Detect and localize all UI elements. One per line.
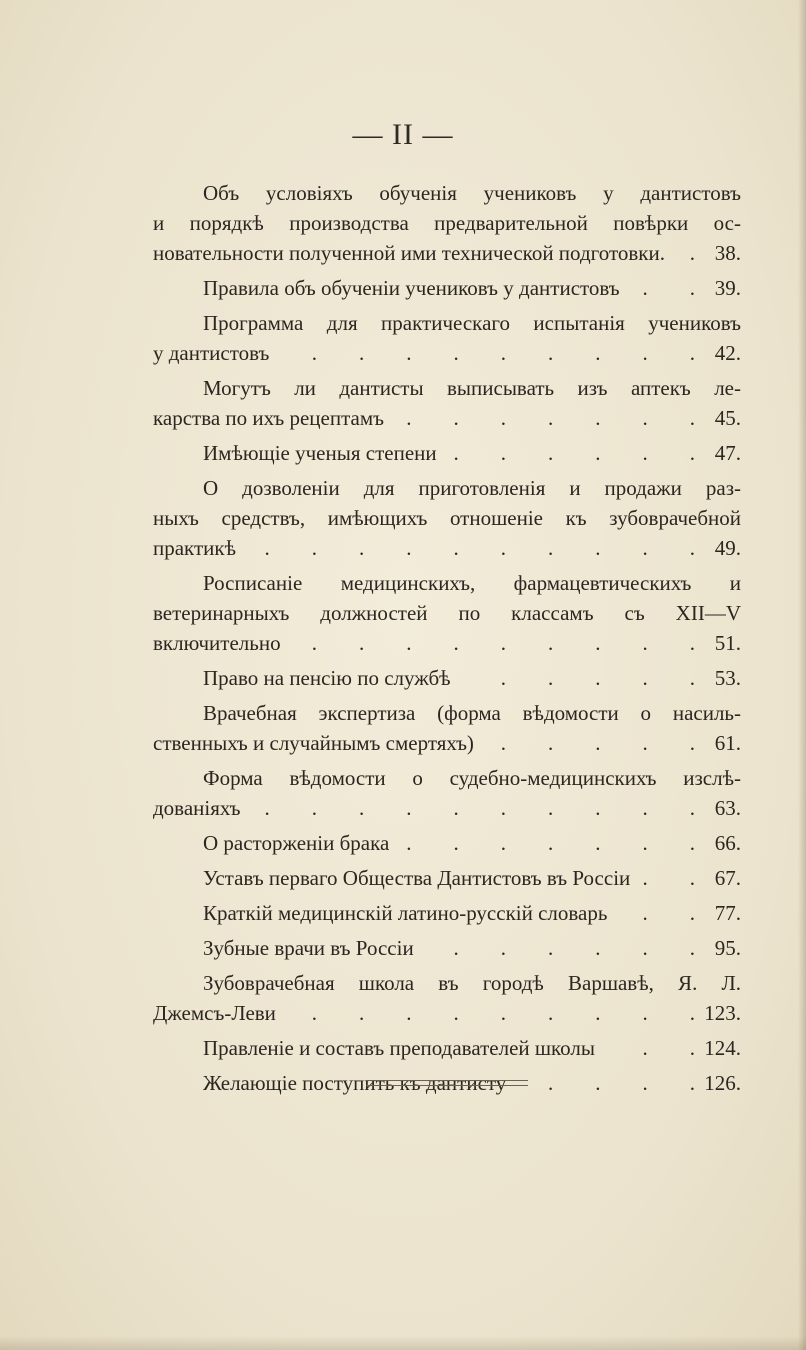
toc-entry-final-line <box>153 238 741 268</box>
dot-leader <box>424 933 695 963</box>
toc-entry <box>153 828 741 858</box>
page-bottom-shadow <box>0 1336 806 1350</box>
dot-leader <box>279 338 695 368</box>
dot-leader <box>605 1033 695 1063</box>
toc-entry-title: О расторженіи брака <box>203 831 390 855</box>
table-of-contents <box>153 178 741 1103</box>
dot-leader <box>246 533 695 563</box>
toc-entry-final-line <box>153 863 741 893</box>
toc-entry-title: Правленіе и составъ преподавателей школы <box>203 1036 595 1060</box>
dot-leader <box>630 273 695 303</box>
dot-leader <box>640 863 695 893</box>
page-number: — II — <box>352 118 454 151</box>
toc-entry-title: практикѣ <box>153 536 237 560</box>
dot-leader <box>399 828 695 858</box>
toc-entry-title: Правила объ обученіи учениковъ у дантистовъ <box>203 276 620 300</box>
toc-entry <box>153 273 741 303</box>
toc-entry-title: Уставъ перваго Общества Дантистовъ въ Россіи <box>203 866 631 890</box>
toc-entry-final-line <box>153 403 741 433</box>
toc-entry-line: Зубоврачебная школа въ городѣ Варшавѣ, Я. Л. <box>203 971 741 995</box>
toc-entry-line: Могутъ ли дантисты выписывать изъ аптекъ ле- <box>203 376 741 400</box>
toc-entry-line: Объ условіяхъ обученія учениковъ у дантистовъ <box>203 181 741 205</box>
toc-page-number: 51. <box>714 631 741 655</box>
toc-entry-final-line <box>153 1033 741 1063</box>
toc-entry-title: новательности полученной ими технической подготовки. <box>153 241 665 265</box>
toc-entry <box>153 968 741 1028</box>
toc-entry-title: у дантистовъ <box>153 341 270 365</box>
toc-entry <box>153 373 741 433</box>
toc-entry-final-line <box>153 663 741 693</box>
toc-entry-final-line <box>153 533 741 563</box>
toc-entry <box>153 178 741 268</box>
toc-entry-final-line <box>153 998 741 1028</box>
toc-entry <box>153 863 741 893</box>
dot-leader <box>484 728 695 758</box>
dot-leader <box>394 403 695 433</box>
toc-entry-line: О дозволеніи для приготовленія и продажи раз- <box>203 476 741 500</box>
toc-page-number: 124. <box>704 1036 741 1060</box>
toc-entry <box>153 933 741 963</box>
dot-leader <box>250 793 695 823</box>
toc-entry-final-line <box>153 438 741 468</box>
toc-page-number: 123. <box>704 1001 741 1025</box>
dot-leader <box>286 998 695 1028</box>
toc-entry-title: Зубные врачи въ Россіи <box>203 936 414 960</box>
dot-leader <box>447 438 695 468</box>
toc-entry-title: карства по ихъ рецептамъ <box>153 406 384 430</box>
toc-page-number: 45. <box>714 406 741 430</box>
toc-entry-title: Желающіе поступить къ дантисту <box>203 1071 507 1095</box>
toc-entry-line: ныхъ средствъ, имѣющихъ отношеніе къ зубоврачебной <box>153 506 741 530</box>
toc-entry <box>153 473 741 563</box>
toc-entry <box>153 308 741 368</box>
toc-entry <box>153 763 741 823</box>
toc-entry-title: включительно <box>153 631 281 655</box>
toc-entry <box>153 568 741 658</box>
page-edge-shadow <box>798 0 806 1350</box>
toc-entry-line: Программа для практическаго испытанія учениковъ <box>203 311 741 335</box>
toc-page-number: 126. <box>704 1071 741 1095</box>
toc-entry <box>153 438 741 468</box>
toc-entry-final-line <box>153 338 741 368</box>
dot-leader <box>291 628 695 658</box>
decorative-divider <box>366 1080 528 1086</box>
toc-page-number: 47. <box>714 441 741 465</box>
toc-entry-final-line <box>153 933 741 963</box>
toc-page-number: 53. <box>714 666 741 690</box>
toc-page-number: 95. <box>714 936 741 960</box>
toc-entry-title: Краткій медицинскій латино-русскій словарь <box>203 901 608 925</box>
toc-entry <box>153 663 741 693</box>
toc-entry-title: дованіяхъ <box>153 796 241 820</box>
toc-entry-line: ветеринарныхъ должностей по классамъ съ XII—V <box>153 601 741 625</box>
dot-leader <box>516 1068 695 1098</box>
toc-entry <box>153 1033 741 1063</box>
toc-entry-line: и порядкѣ производства предварительной повѣрки ос- <box>153 211 741 235</box>
dot-leader <box>617 898 695 928</box>
toc-page-number: 61. <box>714 731 741 755</box>
toc-page-number: 77. <box>714 901 741 925</box>
toc-page-number: 63. <box>714 796 741 820</box>
toc-entry-title: Джемсъ-Леви <box>153 1001 276 1025</box>
toc-entry-line: Росписаніе медицинскихъ, фармацевтическихъ и <box>203 571 741 595</box>
dot-leader <box>675 238 695 268</box>
toc-page-number: 42. <box>714 341 741 365</box>
toc-entry-final-line <box>153 898 741 928</box>
dot-leader <box>461 663 695 693</box>
toc-page-number: 39. <box>714 276 741 300</box>
toc-entry-final-line <box>153 273 741 303</box>
toc-entry <box>153 898 741 928</box>
toc-page-number: 67. <box>714 866 741 890</box>
toc-entry-title: Право на пенсію по службѣ <box>203 666 451 690</box>
toc-entry-line: Врачебная экспертиза (форма вѣдомости о насиль- <box>203 701 741 725</box>
toc-entry-title: ственныхъ и случайнымъ смертяхъ) <box>153 731 474 755</box>
toc-entry <box>153 698 741 758</box>
toc-entry-final-line <box>153 628 741 658</box>
toc-entry-final-line <box>153 793 741 823</box>
toc-page-number: 49. <box>714 536 741 560</box>
toc-entry-final-line <box>153 828 741 858</box>
toc-page-number: 38. <box>714 241 741 265</box>
toc-entry-line: Форма вѣдомости о судебно-медицинскихъ изслѣ- <box>203 766 741 790</box>
toc-page-number: 66. <box>714 831 741 855</box>
toc-entry-title: Имѣющіе ученыя степени <box>203 441 437 465</box>
toc-entry-final-line <box>153 728 741 758</box>
